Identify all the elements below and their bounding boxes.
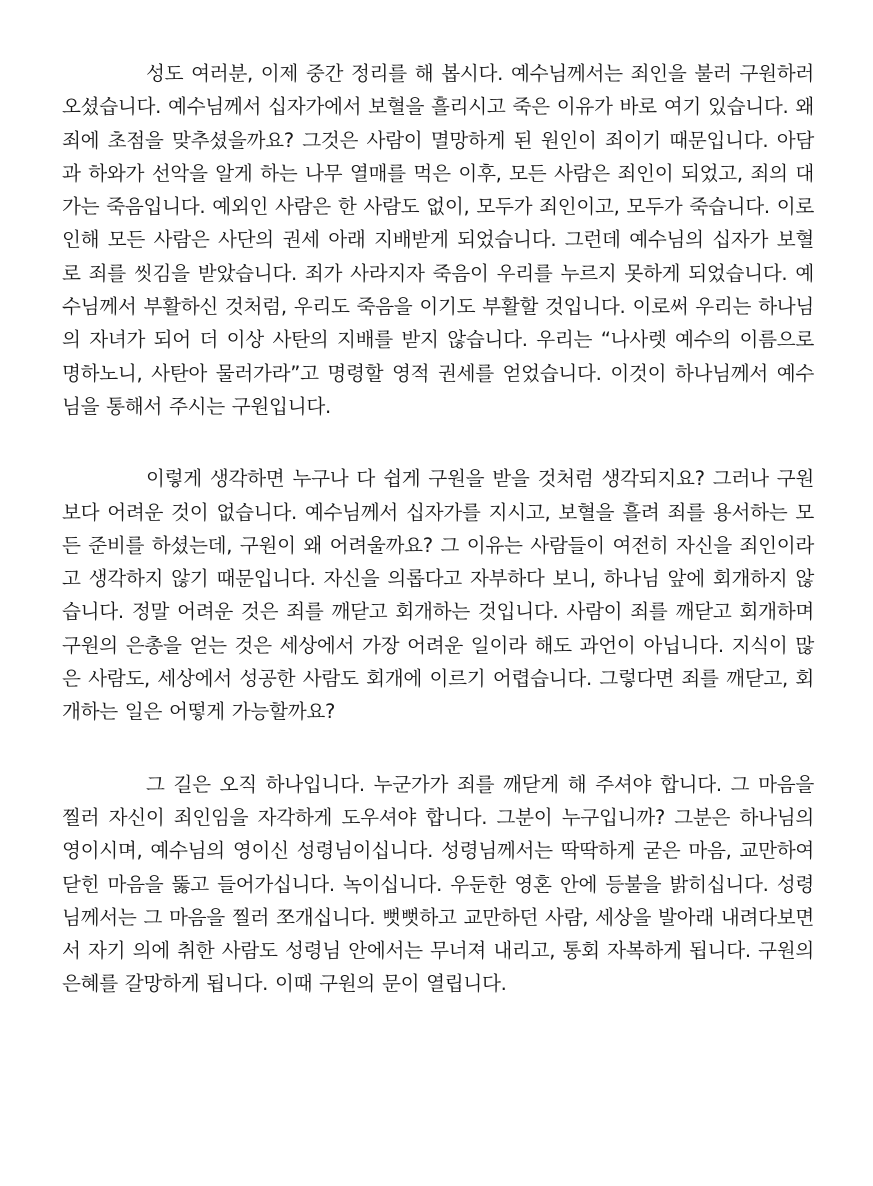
paragraph-3: 그 길은 오직 하나입니다. 누군가가 죄를 깨닫게 해 주셔야 합니다. 그 마음을 찔러 자신이 죄인임을 자각하게 도우셔야 합니다. 그분이 누구입니까? 그분은 하나님의 영이시며, 예수님의 영이신 성령님이십니다. 성령님께서는 딱딱하게 굳은 마음, 교만하여 닫힌 마음을 뚫고 들어가십니다. 녹이십니다. 우둔한 영혼 안에 등불을 밝히십니다. 성령님께서는 그 마음을 찔러 쪼개십니다. 뻣뻣하고 교만하던 사람, 세상을 발아래 내려다보면서 자기 의에 취한 사람도 성령님 안에서는 무너져 내리고, 통회 자복하게 됩니다. 구원의 은혜를 갈망하게 됩니다. 이때 구원의 문이 열립니다. bbox=[62, 772, 814, 996]
document-body bbox=[62, 57, 814, 1001]
paragraph-spacer bbox=[62, 423, 814, 462]
paragraph-2: 이렇게 생각하면 누구나 다 쉽게 구원을 받을 것처럼 생각되지요? 그러나 구원보다 어려운 것이 없습니다. 예수님께서 십자가를 지시고, 보혈을 흘려 죄를 용서하는 모든 준비를 하셨는데, 구원이 왜 어려울까요? 그 이유는 사람들이 여전히 자신을 죄인이라고 생각하지 않기 때문입니다. 자신을 의롭다고 자부하다 보니, 하나님 앞에 회개하지 않습니다. 정말 어려운 것은 죄를 깨닫고 회개하는 것입니다. 사람이 죄를 깨닫고 회개하며 구원의 은총을 얻는 것은 세상에서 가장 어려운 일이라 해도 과언이 아닙니다. 지식이 많은 사람도, 세상에서 성공한 사람도 회개에 이르기 어렵습니다. 그렇다면 죄를 깨닫고, 회개하는 일은 어떻게 가능할까요? bbox=[62, 467, 814, 724]
paragraph-1: 성도 여러분, 이제 중간 정리를 해 봅시다. 예수님께서는 죄인을 불러 구원하러 오셨습니다. 예수님께서 십자가에서 보혈을 흘리시고 죽은 이유가 바로 여기 있습니다. 왜 죄에 초점을 맞추셨을까요? 그것은 사람이 멸망하게 된 원인이 죄이기 때문입니다. 아담과 하와가 선악을 알게 하는 나무 열매를 먹은 이후, 모든 사람은 죄인이 되었고, 죄의 대가는 죽음입니다. 예외인 사람은 한 사람도 없이, 모두가 죄인이고, 모두가 죽습니다. 이로 인해 모든 사람은 사단의 권세 아래 지배받게 되었습니다. 그런데 예수님의 십자가 보혈로 죄를 씻김을 받았습니다. 죄가 사라지자 죽음이 우리를 누르지 못하게 되었습니다. 예수님께서 부활하신 것처럼, 우리도 죽음을 이기도 부활할 것입니다. 이로써 우리는 하나님의 자녀가 되어 더 이상 사탄의 지배를 받지 않습니다. 우리는 “나사렛 예수의 이름으로 명하노니, 사탄아 물러가라”고 명령할 영적 권세를 얻었습니다. 이것이 하나님께서 예수님을 통해서 주시는 구원입니다. bbox=[62, 62, 814, 418]
paragraph-spacer bbox=[62, 729, 814, 768]
